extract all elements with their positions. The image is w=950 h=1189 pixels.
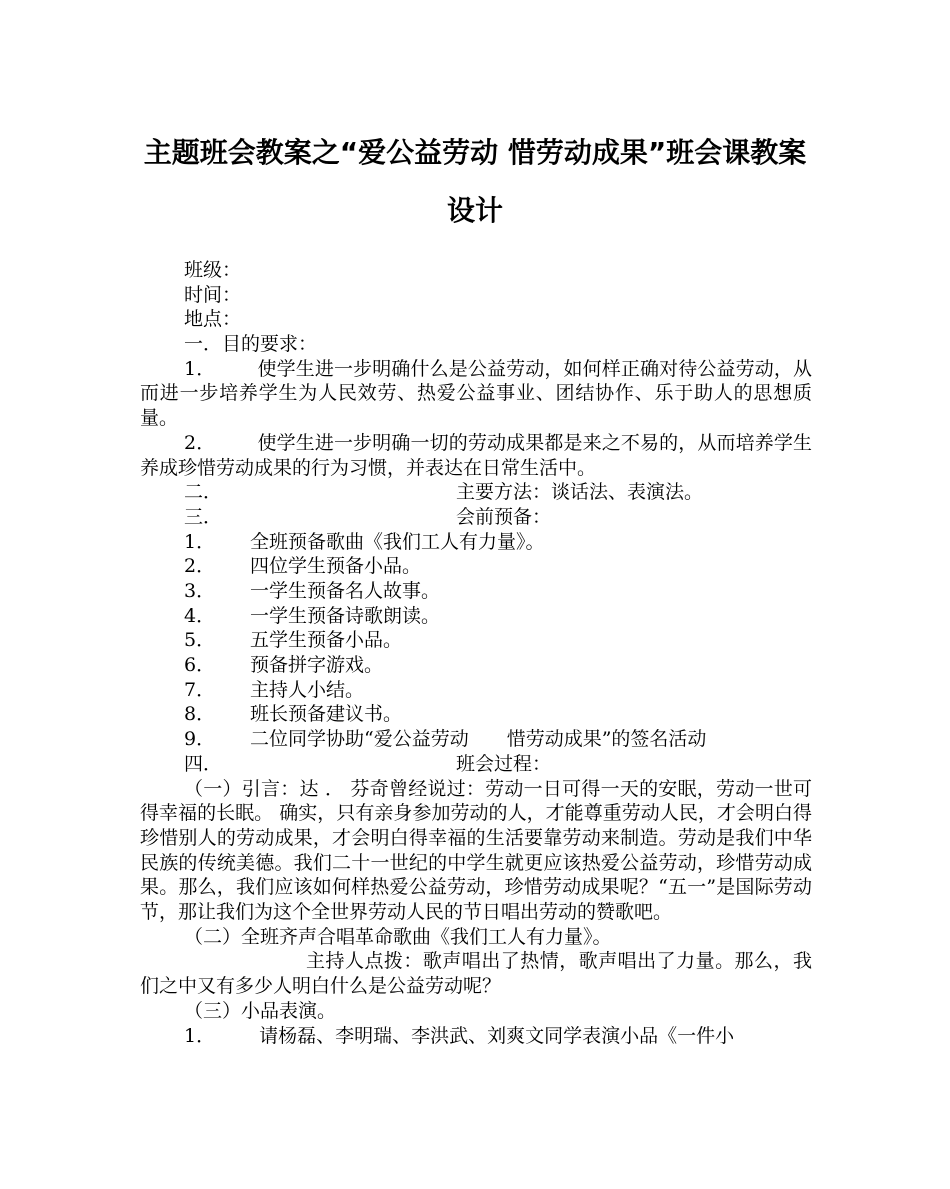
prep-item-text: 班长预备建议书。: [250, 703, 403, 726]
section4-text: 班会过程：: [456, 752, 552, 775]
section1-heading-text: 一．目的要求：: [184, 333, 318, 356]
prep-item-num: 5．: [184, 629, 216, 652]
prep-item-text: 四位学生预备小品。: [250, 555, 422, 578]
section2-line: [140, 480, 812, 505]
document-body: [140, 258, 812, 1048]
document-title: 主题班会教案之“爱公益劳动 惜劳动成果”班会课教案设计: [143, 136, 807, 227]
prep-item-num: 6．: [184, 654, 216, 677]
place-label: 地点：: [184, 308, 242, 331]
prep-item-num: 1．: [184, 530, 216, 553]
section3-num: 三．: [184, 505, 223, 528]
section3-line: [140, 505, 812, 530]
goal-item-2-num: 2．: [184, 431, 216, 454]
prep-item-text: 预备拼字游戏。: [250, 654, 384, 677]
prep-item-4: [140, 604, 812, 629]
section4-line: [140, 752, 812, 777]
prep-item-num: 2．: [184, 555, 216, 578]
prep-item-num: 3．: [184, 580, 216, 603]
section2-text: 主要方法：谈话法、表演法。: [456, 481, 704, 504]
song-paragraph: （二）全班齐声合唱革命歌曲《我们工人有力量》。: [184, 925, 612, 948]
goal-item-1-text: 使学生进一步明确什么是公益劳动，如何样正确对待公益劳动，从而进一步培养学生为人民效劳、热爱公益事业、团结协作、乐于助人的思想质量。: [140, 357, 812, 430]
prep-item-num: 7．: [184, 678, 216, 701]
prep-item-8: [140, 702, 812, 727]
host-comment-paragraph: 主持人点拨：歌声唱出了热情，歌声唱出了力量。那么，我们之中又有多少人明白什么是公益劳动呢？: [140, 950, 812, 998]
section2-num: 二．: [184, 481, 223, 504]
goal-item-1: [140, 357, 812, 431]
goal-item-1-num: 1．: [184, 357, 216, 380]
prep-item-num: 9．: [184, 728, 216, 751]
prep-item-num: 8．: [184, 703, 216, 726]
prep-item-text: 主持人小结。: [250, 678, 365, 701]
prep-item-text: 一学生预备名人故事。: [250, 580, 441, 603]
skit-item-1: [140, 1024, 812, 1049]
prep-item-9: [140, 727, 812, 752]
prep-item-text: 全班预备歌曲《我们工人有力量》。: [250, 530, 545, 553]
intro-paragraph: （一）引言：达 ． 芬奇曾经说过：劳动一日可得一天的安眠，劳动一世可得幸福的长眠。 确实，只有亲身参加劳动的人，才能尊重劳动人民，才会明白得珍惜别人的劳动成果，才会明白得幸福的生活要靠劳动来制造。劳动是我们中华民族的传统美德。我们二十一世纪的中学生就更应该热爱公益劳动，珍惜劳动成果。那么，我们应该如何样热爱公益劳动，珍惜劳动成果呢？“五一”是国际劳动节，那让我们为这个全世界劳动人民的节日唱出劳动的赞歌吧。: [140, 777, 812, 924]
time-field: [140, 283, 812, 308]
prep-item-text: 五学生预备小品。: [250, 629, 403, 652]
skit-heading: （三）小品表演。: [184, 999, 337, 1022]
goal-item-2: [140, 431, 812, 480]
section1-heading: [140, 332, 812, 357]
goal-item-2-text: 使学生进一步明确一切的劳动成果都是来之不易的，从而培养学生养成珍惜劳动成果的行为习惯，并表达在日常生活中。: [140, 431, 812, 479]
prep-item-6: [140, 653, 812, 678]
class-label: 班级：: [184, 259, 242, 281]
prep-item-text: 一学生预备诗歌朗读。: [250, 604, 441, 627]
prep-item-7: [140, 678, 812, 703]
prep-item-5: [140, 628, 812, 653]
section3-text: 会前预备：: [456, 505, 552, 528]
section4-num: 四．: [184, 752, 223, 775]
place-field: [140, 307, 812, 332]
skit-item-1-text: 请杨磊、李明瑞、李洪武、刘爽文同学表演小品《一件小: [259, 1024, 735, 1047]
prep-item-3: [140, 579, 812, 604]
skit-item-1-num: 1．: [184, 1024, 216, 1047]
time-label: 时间：: [184, 283, 242, 306]
prep-item-text: 二位同学协助“爱公益劳动 惜劳动成果”的签名活动: [250, 728, 707, 751]
prep-item-2: [140, 554, 812, 579]
class-field: [140, 258, 812, 283]
prep-item-1: [140, 530, 812, 555]
prep-item-num: 4．: [184, 604, 216, 627]
